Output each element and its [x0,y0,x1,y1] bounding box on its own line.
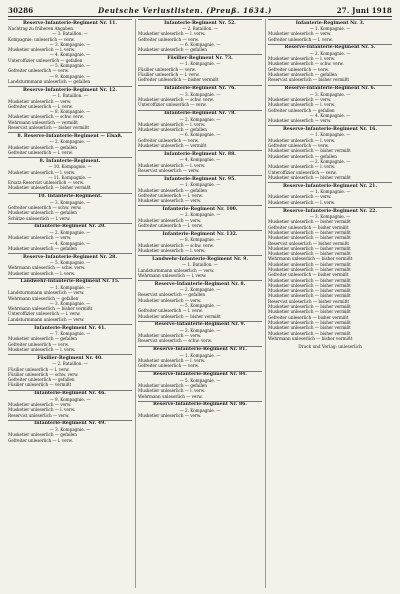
casualty-entry: — 1. Bataillon. — [52,93,88,99]
unit-section [138,19,262,52]
casualty-entry: Musketier unleserlich — l. verw. [8,169,76,175]
unit-title: Infanterie-Regiment Nr. 76. [138,85,262,92]
casualty-entry: — 8. Kompagnie. — [179,237,221,243]
casualty-entry: — 5. Kompagnie. — [179,302,221,308]
casualty-entry: Gefreiter unleserlich — verw. [268,143,329,149]
casualty-entry: Musketier unleserlich — bisher vermißt [268,266,351,272]
casualty-entry: — 2. Bataillon. — [182,26,218,31]
casualty-entry: Wehrmann unleserlich — schw. verw. [8,265,86,271]
casualty-entry: Musketier unleserlich — verw. [268,31,332,37]
casualty-entry: Musketier unleserlich — l. verw. [138,388,206,394]
casualty-entry: — 9. Kompagnie. — [49,73,91,79]
casualty-entry: Musketier unleserlich — gefallen [268,72,337,78]
casualty-entry: Musketier unleserlich — bisher vermißt [268,304,351,310]
unit-section [268,19,392,42]
casualty-entry: — 2. Kompagnie. — [179,407,221,413]
casualty-entry: Musketier unleserlich — bisher vermißt [268,282,351,288]
casualty-entry: Reservist unleserlich — bisher vermißt [268,77,349,83]
casualty-entry: Unteroffizier unleserlich — verw. [138,102,207,108]
unit-title: 10. Infanterie-Regiment. [8,193,132,200]
unit-section [8,253,132,276]
unit-section [138,280,262,319]
casualty-entry: — 5. Kompagnie. — [49,260,91,266]
casualty-entry: — 11. Kompagnie. — [48,174,92,180]
unit-section [138,321,262,344]
casualty-entry: Unteroffizier unleserlich — verw. [268,169,337,175]
casualty-entry: Musketier unleserlich — vermißt [138,143,207,149]
casualty-entry: Reservist unleserlich — schw. verw. [138,338,212,344]
unit-section [138,371,262,399]
casualty-entry: — 2. Kompagnie. — [49,229,91,235]
unit-section [8,223,132,251]
unit-section [8,157,132,190]
casualty-entry: — 3. Kompagnie. — [309,214,351,220]
casualty-entry: Füsilier unleserlich — verw. [138,66,196,72]
unit-title: Reserve-Infanterie-Regiment Nr. 9. [138,321,262,328]
casualty-entry: Gefreiter unleserlich — l. verw. [8,437,73,443]
casualty-entry: Musketier unleserlich — l. verw. [138,162,206,168]
unit-title: Reserve-Infanterie-Regiment Nr. 5. [268,44,392,51]
unit-section [8,193,132,221]
unit-section [8,19,132,84]
unit-title: Reserve-Infanterie-Regiment Nr. 11. [8,19,132,26]
casualty-entry: Musketier unleserlich — bisher vermißt [268,148,351,154]
casualty-entry: Musketier unleserlich — bisher vermißt [268,174,351,180]
casualty-entry: Musketier unleserlich — bisher vermißt [268,261,351,267]
casualty-entry: Gefreiter unleserlich — bisher vermißt [268,272,349,278]
casualty-entry: — 3. Bataillon. — [52,31,88,37]
unit-section [138,85,262,108]
casualty-entry: — 4. Kompagnie. — [49,240,91,246]
casualty-entry: — 2. Kompagnie. — [309,50,351,56]
unit-section [138,346,262,369]
casualty-entry: Musketier unleserlich — gefallen [8,432,77,438]
casualty-entry: Musketier unleserlich — bisher vermißt [138,313,221,319]
unit-section [268,85,392,124]
column-3 [265,19,392,588]
casualty-entry: Landsturmmann unleserlich — verw. [138,267,215,273]
casualty-entry: Wehrmann unleserlich — gefallen [8,295,79,301]
casualty-entry: — 2. Kompagnie. — [179,116,221,122]
casualty-entry: Musketier unleserlich — l. verw. [268,199,336,205]
casualty-entry: Landsturmmann unleserlich — gefallen [8,78,91,84]
casualty-entry: Musketier unleserlich — l. verw. [268,102,336,108]
publication-date: 27. Juni 1918 [336,6,392,15]
casualty-entry: Musketier unleserlich — verw. [268,194,332,200]
casualty-entry: Reservist unleserlich — bisher vermißt [268,298,349,304]
casualty-entry: Wehrmann unleserlich — l. verw. [138,272,207,278]
unit-title: Infanterie-Regiment Nr. 132. [138,230,262,237]
casualty-entry: — 9. Kompagnie. — [49,396,91,402]
casualty-entry: Gefreiter unleserlich — bisher vermißt [268,314,349,320]
casualty-entry: Musketier unleserlich — bisher vermißt [268,229,351,235]
casualty-entry: Musketier unleserlich — bisher vermißt [268,251,351,257]
casualty-entry: — 1. Kompagnie. — [309,26,351,31]
casualty-entry: Unteroffizier unleserlich — l. verw. [8,311,81,317]
casualty-entry: Musketier unleserlich — verw. [8,402,72,408]
casualty-entry: Landsturmmann unleserlich — verw. [8,316,85,322]
unit-section [138,255,262,278]
unit-title: Infanterie-Regiment Nr. 46. [8,390,132,397]
unit-title: Infanterie-Regiment Nr. 41. [8,324,132,331]
casualty-entry: Gefreiter unleserlich — l. verw. [8,149,73,155]
casualty-entry: Gefreiter unleserlich — l. verw. [138,308,203,314]
casualty-entry: Musketier unleserlich — gefallen [8,210,77,216]
casualty-entry: Musketier unleserlich — verw. [138,217,202,223]
casualty-entry: Landsturmmann unleserlich — verw. [8,290,85,296]
casualty-entry: — 10. Kompagnie. — [48,164,92,170]
unit-title: 8. Infanterie-Regiment. [8,157,132,164]
casualty-entry: — 5. Kompagnie. — [49,63,91,69]
casualty-entry: Musketier unleserlich — schw. verw. [8,114,84,120]
unit-title: Reserve-Infanterie-Regiment Nr. 84. [138,371,262,378]
casualty-entry: Schütze unleserlich — l. verw. [8,215,71,221]
casualty-entry: — 3. Kompagnie. — [179,91,221,97]
casualty-entry: Musketier unleserlich — gefallen [138,382,207,388]
casualty-entry: Füsilier unleserlich — l. verw. [8,366,70,372]
unit-title: Infanterie-Regiment Nr. 100. [138,205,262,212]
casualty-entry: Musketier unleserlich — bisher vermißt [268,309,351,315]
casualty-entry: Musketier unleserlich — bisher vermißt [268,245,351,251]
unit-title: Landwehr-Infanterie-Regiment Nr. 9. [138,255,262,262]
casualty-entry: Musketier unleserlich — l. verw. [268,164,336,170]
unit-title: Reserve-Infanterie-Regiment Nr. 21. [268,182,392,189]
casualty-entry: Musketier unleserlich — schw. verw. [138,242,214,248]
casualty-entry: Musketier unleserlich — gefallen [138,127,207,133]
casualty-entry: — 3. Kompagnie. — [49,426,91,432]
unit-title: Infanterie-Regiment Nr. 49. [8,420,132,427]
casualty-entry: — 1. Kompagnie. — [179,61,221,67]
unit-title: Füsilier-Regiment Nr. 40. [8,354,132,361]
unit-title: Reserve-Infanterie-Regiment Nr. 6. [268,85,392,92]
casualty-entry: Unteroffizier unleserlich — gefallen [8,57,83,63]
casualty-entry: Musketier unleserlich — verw. [138,198,202,204]
unit-section [8,354,132,387]
casualty-entry: Füsilier unleserlich — l. verw. [138,72,200,78]
casualty-entry: Musketier unleserlich — verw. [268,118,332,124]
unit-title: Infanterie-Regiment Nr. 88. [138,150,262,157]
unit-title: Reserve-Infanterie-Regiment Nr. 22. [268,207,392,214]
casualty-entry: — 3. Kompagnie. — [49,41,91,47]
casualty-entry: Wehrmann unleserlich — bisher vermißt [268,256,353,262]
casualty-entry: Wehrmann unleserlich — verw. [138,393,203,399]
unit-section [268,44,392,83]
casualty-entry: Musketier unleserlich — bisher vermißt [268,293,351,299]
casualty-entry: Musketier unleserlich — schw. verw. [138,96,214,102]
casualty-entry: Füsilier unleserlich — schw. verw. [8,371,79,377]
casualty-entry: Gefreiter unleserlich — l. verw. [268,36,333,42]
casualty-entry: Kompagnie: unleserlich — verw. [8,36,75,42]
casualty-entry: — 4. Kompagnie. — [309,112,351,118]
unit-section [8,324,132,352]
casualty-entry: Musketier unleserlich — bisher vermißt [268,319,351,325]
casualty-entry: — 2. Kompagnie. — [309,158,351,164]
casualty-entry: Musketier unleserlich — l. verw. [138,121,206,127]
casualty-entry: — 1. Bataillon. — [182,262,218,268]
columns-container [8,19,392,588]
casualty-entry: Musketier unleserlich — l. verw. [8,270,76,276]
casualty-entry: Gefreiter unleserlich — verw. [138,363,199,369]
casualty-entry: Nachtrag zu früheren Angaben. [8,26,75,31]
casualty-entry: Gefreiter unleserlich — l. verw. [138,192,203,198]
casualty-entry: Gefreiter unleserlich — verw. [8,341,69,347]
casualty-entry: Musketier unleserlich — verw. [138,413,202,419]
casualty-entry: Musketier unleserlich — bisher vermißt [268,277,351,283]
unit-section [138,150,262,173]
casualty-entry: — 1. Kompagnie. — [309,189,351,195]
page-header [8,6,392,17]
casualty-entry: Wehrmann unleserlich — vermißt [8,119,78,125]
casualty-entry: Musketier unleserlich — l. verw. [268,137,336,143]
casualty-entry: — 1. Kompagnie. — [179,182,221,188]
casualty-entry: — 8. Kompagnie. — [49,109,91,115]
casualty-entry: Musketier unleserlich — bisher vermißt [268,235,351,241]
unit-section [138,175,262,203]
unit-title: Reserve-Infanterie-Regiment Nr. 81. [138,346,262,353]
unit-title: Reserve-Infanterie-Regiment Nr. 12. [8,86,132,93]
casualty-entry: — 2. Kompagnie. — [179,287,221,293]
casualty-entry: — 2. Bataillon. — [52,361,88,367]
casualty-entry: Musketier unleserlich — bisher vermißt [268,325,351,331]
casualty-entry: Musketier unleserlich — verw. [8,235,72,241]
casualty-entry: — 2. Kompagnie. — [179,212,221,218]
casualty-entry: Musketier unleserlich — gefallen [8,144,77,150]
casualty-entry: — 5. Kompagnie. — [179,377,221,383]
casualty-entry: Musketier unleserlich — l. verw. [8,407,76,413]
casualty-entry: — 3. Kompagnie. — [309,91,351,97]
unit-section [138,401,262,419]
unit-title: Reserve-Infanterie-Regiment Nr. 16. [268,125,392,132]
casualty-entry: — 2. Kompagnie. — [49,139,91,145]
casualty-entry: Musketier unleserlich — l. verw. [268,56,336,62]
unit-title: Infanterie-Regiment Nr. 3. [268,19,392,26]
casualty-entry: Musketier unleserlich — l. verw. [138,31,206,37]
casualty-entry: Musketier unleserlich — bisher vermißt [8,185,91,191]
casualty-entry: Musketier unleserlich — gefallen [8,336,77,342]
casualty-entry: Musketier unleserlich — schw. verw. [268,61,344,67]
unit-title: Infanterie-Regiment Nr. 20. [8,223,132,230]
casualty-entry: Musketier unleserlich — verw. [138,333,202,339]
unit-section [8,420,132,443]
unit-title: Infanterie-Regiment Nr. 95. [138,175,262,182]
casualty-entry: Musketier unleserlich — gefallen [138,187,207,193]
newspaper-page [8,6,392,588]
casualty-entry: Musketier unleserlich — bisher vermißt [268,288,351,294]
casualty-entry: Füsilier unleserlich — vermißt [8,382,72,388]
casualty-entry: Gefreiter unleserlich — verw. [268,66,329,72]
casualty-entry: Musketier unleserlich — bisher vermißt [268,219,351,225]
unit-title: Landwehr-Infanterie-Regiment Nr. 15. [8,278,132,285]
casualty-entry: Gefreiter unleserlich — verw. [8,68,69,74]
column-2 [135,19,262,588]
casualty-entry: — 6. Kompagnie. — [179,132,221,138]
unit-section [8,132,132,155]
casualty-entry: — 3. Kompagnie. — [179,327,221,333]
unit-title: 8. Reserve-Infanterie-Regiment — Elsaß. [8,132,132,139]
casualty-entry: Musketier unleserlich — verw. [138,297,202,303]
casualty-entry: Gefreiter unleserlich — l. verw. [8,103,73,109]
unit-section [138,110,262,149]
unit-section [138,54,262,82]
casualty-entry: Musketier unleserlich — verw. [268,96,332,102]
casualty-entry: Musketier unleserlich — gefallen [268,153,337,159]
page-number: 30286 [8,6,34,15]
casualty-entry: Wehrmann unleserlich — bisher vermißt [8,306,93,312]
casualty-entry: Gefreiter unleserlich — bisher vermißt [138,77,219,83]
casualty-entry: Gefreiter unleserlich — bisher vermißt [268,224,349,230]
casualty-entry: Musketier unleserlich — gefallen [138,47,207,53]
publication-title: Deutsche Verlustlisten. (Preuß. 1634.) [98,6,272,15]
casualty-entry: Reservist unleserlich — verw. [8,412,70,418]
unit-title: Infanterie-Regiment Nr. 78. [138,110,262,117]
casualty-entry: Reservist unleserlich — gefallen [138,292,205,298]
casualty-entry: Musketier unleserlich — l. verw. [138,358,206,364]
unit-title: Reserve-Infanterie-Regiment Nr. 8. [138,280,262,287]
column-1 [8,19,132,588]
casualty-entry: Gefreiter unleserlich — gefallen [8,377,75,383]
unit-title: Infanterie-Regiment Nr. 52. [138,19,262,26]
casualty-entry: Musketier unleserlich — verw. [8,98,72,104]
unit-section [268,125,392,180]
unit-section [8,278,132,322]
unit-section [138,205,262,228]
unit-section [138,230,262,253]
casualty-entry: — 1. Kompagnie. — [179,352,221,358]
unit-title: Reserve-Infanterie-Regiment Nr. 86. [138,401,262,408]
unit-section [268,207,392,341]
casualty-entry: Reservist unleserlich — bisher vermißt [268,240,349,246]
unit-section [8,86,132,130]
casualty-entry: — 3. Kompagnie. — [49,199,91,205]
casualty-entry: Musketier unleserlich — l. verw. [8,346,76,352]
casualty-entry: Gefreiter unleserlich — schw. verw. [8,205,82,211]
casualty-entry: Reservist unleserlich — bisher vermißt [8,125,89,131]
casualty-entry: — 6. Kompagnie. — [179,41,221,47]
casualty-entry: — 4. Kompagnie. — [49,52,91,58]
unit-title: Reserve-Infanterie-Regiment Nr. 28. [8,253,132,260]
casualty-entry: Gefreiter unleserlich — verw. [138,137,199,143]
casualty-entry: Wehrmann unleserlich — bisher vermißt [268,335,353,341]
unit-title: Füsilier-Regiment Nr. 73. [138,54,262,61]
casualty-entry: — 1. Kompagnie. — [49,284,91,290]
casualty-entry: Gefreiter unleserlich — gefallen [268,107,335,113]
unit-section [268,182,392,205]
casualty-entry: Musketier unleserlich — l. verw. [8,47,76,53]
printer-note: Druck und Verlag: unleserlich [298,344,362,350]
casualty-entry: Gefreiter unleserlich — l. verw. [138,223,203,229]
casualty-entry: — 7. Kompagnie. — [49,331,91,337]
casualty-entry: Reservist unleserlich — verw. [138,167,200,173]
casualty-entry: Ersatz-Reservist unleserlich — verw. [8,180,85,186]
casualty-entry: Musketier unleserlich — l. verw. [138,247,206,253]
casualty-entry: Gefreiter unleserlich — verw. [138,36,199,42]
casualty-entry: — 1. Kompagnie. — [309,132,351,138]
casualty-entry: — 3. Kompagnie. — [49,300,91,306]
casualty-entry: — 4. Kompagnie. — [179,157,221,163]
casualty-entry: Musketier unleserlich — bisher vermißt [268,330,351,336]
unit-section [8,390,132,418]
casualty-entry: Musketier unleserlich — gefallen [8,245,77,251]
